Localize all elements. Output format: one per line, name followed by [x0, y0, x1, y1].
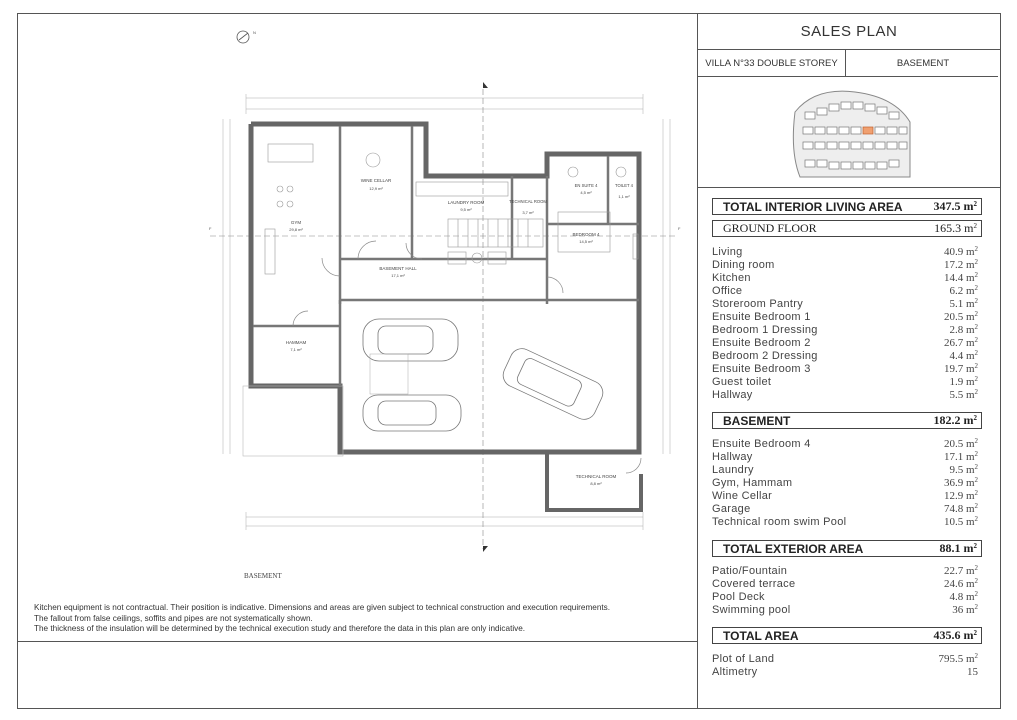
- unit: m: [965, 376, 975, 388]
- ground-floor-box: GROUND FLOOR 165.3 $m^2$: [712, 220, 982, 237]
- area-row-label: Dining room: [712, 259, 775, 271]
- area-row-label: Bedroom 1 Dressing: [712, 324, 818, 336]
- unit: m: [965, 285, 975, 297]
- area-row: Dining room 17.2 $m^2$: [712, 258, 978, 271]
- note-line: The fallout from false ceilings, soffits and pipes are not systematically shown.: [34, 613, 313, 623]
- note-line: The thickness of the insulation will be determined by the technical execution study and therefore the data in this plan are only indicative.: [34, 624, 526, 634]
- plan-notes: [34, 603, 694, 635]
- exterior-box: TOTAL EXTERIOR AREA 88.1 $m^2$: [712, 540, 982, 557]
- area-row-value: 24.6: [943, 578, 964, 590]
- area-row: Ensuite Bedroom 2 26.7 $m^2$: [712, 336, 978, 349]
- area-row-label: Covered terrace: [712, 578, 796, 590]
- total-area-label: TOTAL AREA: [723, 628, 799, 643]
- unit: m: [963, 628, 974, 642]
- basement-box: BASEMENT 182.2 $m^2$: [712, 412, 982, 429]
- exterior-label: TOTAL EXTERIOR AREA: [723, 541, 864, 556]
- area-row-value: 14.4: [943, 272, 964, 284]
- area-row-value: 4.4: [949, 350, 964, 362]
- svg-text:F: F: [209, 226, 212, 231]
- area-row-value: 22.7: [943, 565, 964, 577]
- area-row-value: 20.5: [943, 438, 964, 450]
- area-row-label: Swimming pool: [712, 604, 791, 616]
- basement-value: 182.2: [933, 413, 961, 427]
- bottom-divider: [17, 641, 698, 642]
- unit: m: [965, 272, 975, 284]
- area-row-value: 17.2: [943, 259, 964, 271]
- area-row-value: 6.2: [949, 285, 964, 297]
- ground-floor-label: GROUND FLOOR: [723, 221, 817, 235]
- area-row: [712, 666, 982, 679]
- tech-room-label: TECHNICAL ROOM: [509, 199, 547, 204]
- basement-hall-area: 17,1 m²: [391, 273, 405, 278]
- unit: m: [965, 578, 975, 590]
- area-row: Living 40.9 $m^2$: [712, 245, 978, 258]
- area-row-label: Living: [712, 246, 743, 258]
- wine-cellar-area: 12,9 m²: [369, 186, 383, 191]
- area-row: Bedroom 1 Dressing 2.8 $m^2$: [712, 323, 978, 336]
- area-row-value: 15: [967, 666, 978, 678]
- ensuite-area: 4,5 m²: [580, 190, 592, 195]
- area-row-label: Altimetry: [712, 666, 758, 678]
- unit: m: [965, 565, 975, 577]
- unit: m: [965, 477, 975, 489]
- total-interior-value: 347.5: [933, 199, 961, 213]
- tech-room2-area: 8,8 m²: [590, 481, 602, 486]
- svg-text:F: F: [678, 226, 681, 231]
- note-line: Kitchen equipment is not contractual. Their position is indicative. Dimensions and areas are given subject to technical construction and execution requirements.: [34, 603, 611, 612]
- hammam-area: 7,1 m²: [290, 347, 302, 352]
- basement-list: [712, 438, 982, 529]
- unit: m: [965, 389, 975, 401]
- area-row: Kitchen 14.4 $m^2$: [712, 271, 978, 284]
- villa-marker: [863, 127, 873, 134]
- laundry-area: 9,5 m²: [460, 207, 472, 212]
- area-row: Ensuite Bedroom 1 20.5 $m^2$: [712, 310, 978, 323]
- area-row-label: Ensuite Bedroom 2: [712, 337, 811, 349]
- area-row: Guest toilet 1.9 $m^2$: [712, 375, 978, 388]
- area-row-label: Office: [712, 285, 743, 297]
- gym-area: 29,8 m²: [289, 227, 303, 232]
- north-compass-icon: [237, 30, 256, 43]
- unit: m: [965, 503, 975, 515]
- unit: m: [965, 451, 975, 463]
- villa-label: VILLA N°33 DOUBLE STOREY: [698, 50, 846, 76]
- toilet-label: TOILET 4: [615, 183, 633, 188]
- area-row: Plot of Land 795.5 $m^2$: [712, 652, 978, 665]
- exterior-list: [712, 565, 982, 617]
- ensuite-label: EN SUITE 4: [574, 183, 598, 188]
- area-row-label: Garage: [712, 503, 751, 515]
- unit: m: [965, 438, 975, 450]
- unit: m: [965, 324, 975, 336]
- area-row-label: Wine Cellar: [712, 490, 773, 502]
- tech-room-area: 3,7 m²: [522, 210, 534, 215]
- tech-room2-label: TECHNICAL ROOM: [575, 474, 617, 479]
- unit: m: [964, 221, 974, 235]
- area-row: Storeroom Pantry 5.1 $m^2$: [712, 297, 978, 310]
- area-row-value: 74.8: [943, 503, 964, 515]
- area-row: Laundry 9.5 $m^2$: [712, 463, 978, 476]
- total-interior-label: TOTAL INTERIOR LIVING AREA: [723, 199, 903, 214]
- area-row-value: 36.9: [943, 477, 964, 489]
- extra-list: [712, 653, 982, 679]
- area-row-value: 26.7: [943, 337, 964, 349]
- area-row-label: Guest toilet: [712, 376, 772, 388]
- area-row-value: 20.5: [943, 311, 964, 323]
- laundry-label: LAUNDRY ROOM: [447, 200, 485, 205]
- unit: m: [965, 516, 975, 528]
- unit: m: [965, 350, 975, 362]
- unit: m: [965, 337, 975, 349]
- sales-plan-title: SALES PLAN: [800, 22, 898, 40]
- area-row-label: Storeroom Pantry: [712, 298, 804, 310]
- unit: m: [965, 591, 975, 603]
- area-row-label: Ensuite Bedroom 1: [712, 311, 811, 323]
- level-label: BASEMENT: [896, 57, 950, 69]
- area-row-value: 40.9: [943, 246, 964, 258]
- area-row: Gym, Hammam 36.9 $m^2$: [712, 476, 978, 489]
- area-row: Wine Cellar 12.9 $m^2$: [712, 489, 978, 502]
- svg-text:N: N: [253, 30, 256, 35]
- area-row: Bedroom 2 Dressing 4.4 $m^2$: [712, 349, 978, 362]
- area-row-label: Technical room swim Pool: [712, 516, 847, 528]
- gym-label: GYM: [290, 220, 302, 225]
- area-row-value: 2.8: [949, 324, 964, 336]
- area-row-label: Laundry: [712, 464, 754, 476]
- area-row-label: Patio/Fountain: [712, 565, 788, 577]
- total-interior-box: TOTAL INTERIOR LIVING AREA 347.5 $m^2$: [712, 198, 982, 215]
- area-row-label: Pool Deck: [712, 591, 765, 603]
- exterior-value: 88.1: [939, 541, 961, 555]
- area-row: Office 6.2 $m^2$: [712, 284, 978, 297]
- hammam-label: HAMMAM: [285, 340, 307, 345]
- basement-hall-label: BASEMENT HALL: [379, 266, 417, 271]
- unit: m: [965, 298, 975, 310]
- area-row: Pool Deck 4.8 $m^2$: [712, 590, 978, 603]
- area-row: Covered terrace 24.6 $m^2$: [712, 577, 978, 590]
- unit: m: [965, 259, 975, 271]
- wine-cellar-label: WINE CELLAR: [360, 178, 392, 183]
- area-row-label: Plot of Land: [712, 653, 775, 665]
- area-row-value: 10.5: [943, 516, 964, 528]
- unit: m: [965, 246, 975, 258]
- area-row-value: 1.9: [949, 376, 964, 388]
- area-row-value: 36: [952, 604, 964, 616]
- area-row: Hallway 5.5 $m^2$: [712, 388, 978, 401]
- area-row-label: Bedroom 2 Dressing: [712, 350, 818, 362]
- unit: m: [965, 490, 975, 502]
- basement-floor-plan: [18, 14, 697, 614]
- bedroom-label: BEDROOM 4: [572, 232, 600, 237]
- unit: m: [965, 311, 975, 323]
- area-row: Ensuite Bedroom 4 20.5 $m^2$: [712, 437, 978, 450]
- sub-divider: [698, 76, 998, 77]
- basement-label: BASEMENT: [723, 413, 791, 428]
- area-row: Patio/Fountain 22.7 $m^2$: [712, 564, 978, 577]
- area-row-value: 4.8: [949, 591, 964, 603]
- ground-floor-list: [712, 246, 982, 402]
- area-row-label: Gym, Hammam: [712, 477, 793, 489]
- plan-caption: BASEMENT: [244, 572, 282, 580]
- area-row-value: 9.5: [949, 464, 964, 476]
- ground-floor-value: 165.3: [934, 221, 962, 235]
- unit: m: [963, 541, 974, 555]
- area-row-value: 5.1: [949, 298, 964, 310]
- area-row-value: 12.9: [943, 490, 964, 502]
- unit: m: [963, 199, 974, 213]
- area-row-value: 795.5: [938, 653, 964, 665]
- site-location-map: [785, 82, 915, 182]
- area-row-label: Hallway: [712, 389, 753, 401]
- unit: m: [965, 464, 975, 476]
- area-row-value: 19.7: [943, 363, 964, 375]
- map-divider: [698, 187, 1000, 188]
- area-row: Hallway 17.1 $m^2$: [712, 450, 978, 463]
- unit: m: [965, 363, 975, 375]
- area-row-label: Hallway: [712, 451, 753, 463]
- total-area-value: 435.6: [933, 628, 961, 642]
- area-row-value: 5.5: [949, 389, 964, 401]
- area-row: Swimming pool 36 $m^2$: [712, 603, 978, 616]
- unit: m: [963, 413, 974, 427]
- unit: m: [965, 653, 975, 665]
- area-row-label: Ensuite Bedroom 3: [712, 363, 811, 375]
- area-row-label: Ensuite Bedroom 4: [712, 438, 811, 450]
- area-row-label: Kitchen: [712, 272, 751, 284]
- area-row: Ensuite Bedroom 3 19.7 $m^2$: [712, 362, 978, 375]
- vertical-divider: [697, 13, 698, 709]
- toilet-area: 1,1 m²: [618, 194, 630, 199]
- bedroom-area: 14,5 m²: [579, 239, 593, 244]
- area-row-value: 17.1: [943, 451, 964, 463]
- area-row: Garage 74.8 $m^2$: [712, 502, 978, 515]
- unit: m: [965, 604, 975, 616]
- area-row: Technical room swim Pool 10.5 $m^2$: [712, 515, 978, 528]
- total-area-box: TOTAL AREA 435.6 $m^2$: [712, 627, 982, 644]
